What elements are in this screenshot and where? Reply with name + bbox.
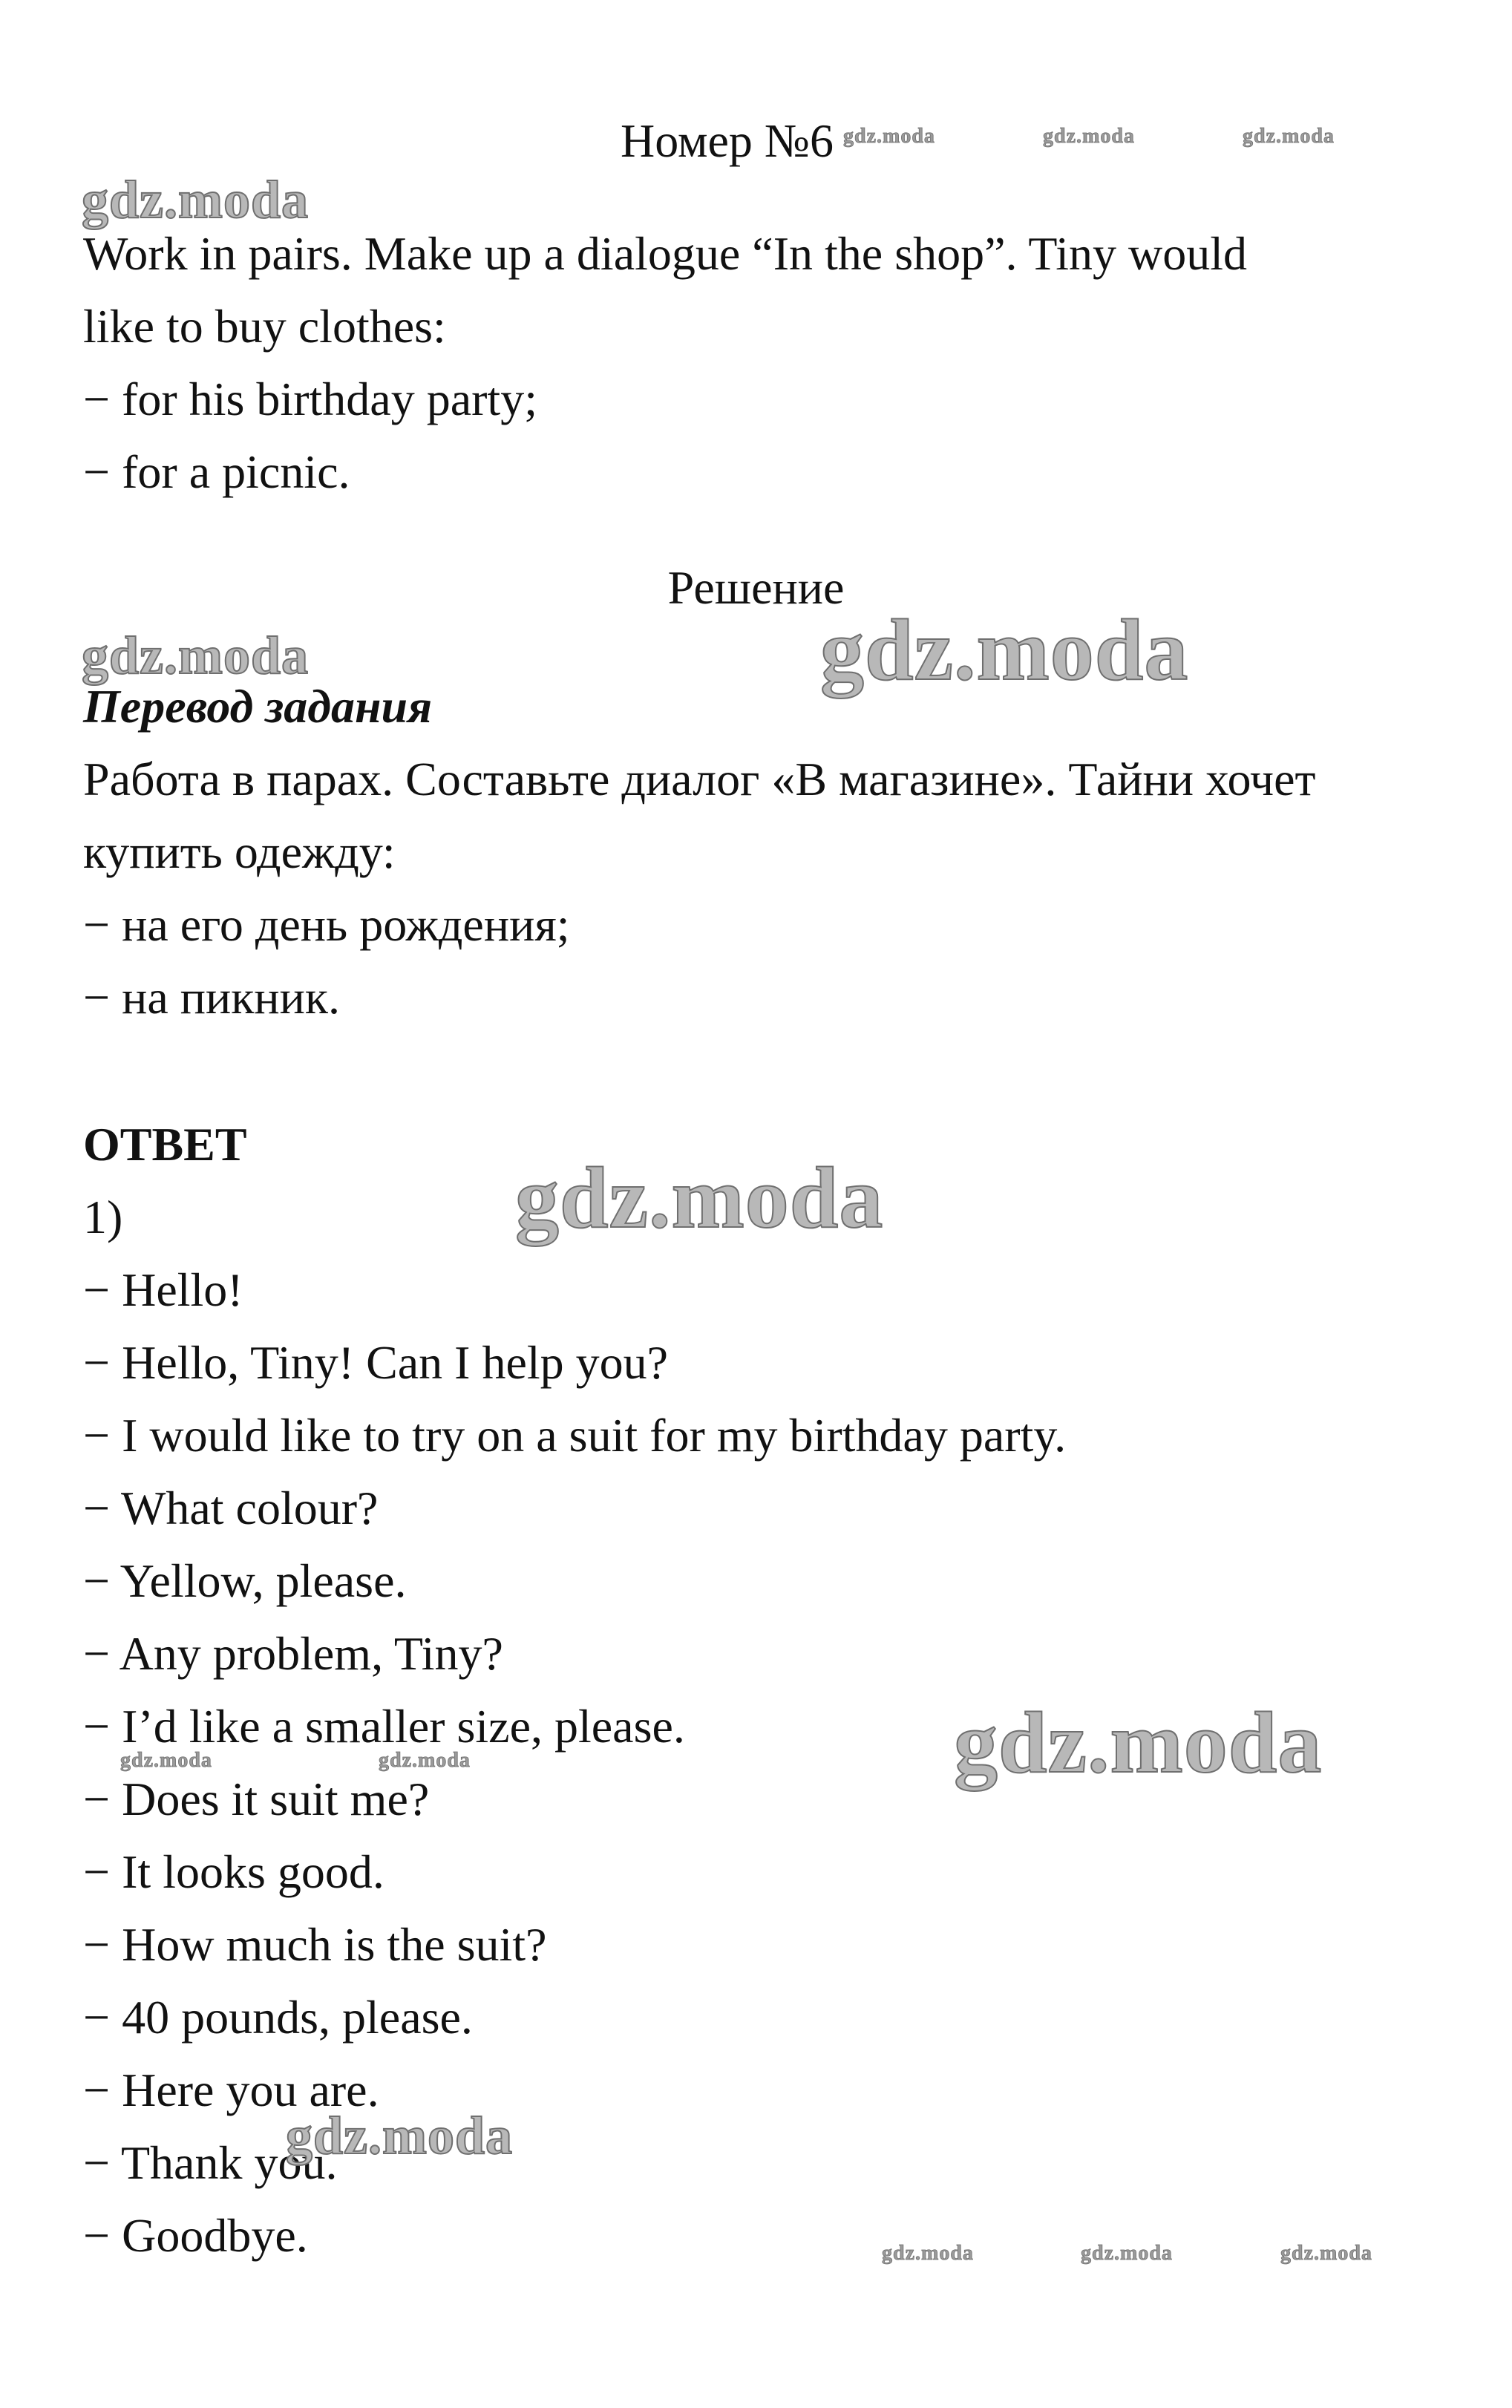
- watermark: gdz.moda: [379, 1749, 471, 1772]
- watermark: gdz.moda: [82, 170, 310, 229]
- dialogue-line: − Goodbye.: [83, 2209, 308, 2262]
- translation-heading: Перевод задания: [83, 680, 433, 733]
- dialogue-line: − Any problem, Tiny?: [83, 1627, 503, 1680]
- dialogue-line: − How much is the suit?: [83, 1918, 547, 1971]
- watermark: gdz.moda: [1280, 2242, 1372, 2265]
- page-title: Номер №6: [621, 114, 834, 167]
- dialogue-line: − I’d like a smaller size, please.: [83, 1700, 685, 1753]
- watermark: gdz.moda: [882, 2242, 974, 2265]
- watermark: gdz.moda: [820, 601, 1189, 698]
- translation-line: − на его день рождения;: [83, 898, 570, 951]
- dialogue-line: − Hello, Tiny! Can I help you?: [83, 1336, 669, 1389]
- translation-line: − на пикник.: [83, 971, 340, 1024]
- translation-line: купить одежду:: [83, 825, 396, 878]
- watermark: gdz.moda: [515, 1149, 884, 1246]
- dialogue-line: − Does it suit me?: [83, 1773, 430, 1825]
- watermark: gdz.moda: [82, 626, 310, 685]
- dialogue-line: − It looks good.: [83, 1845, 384, 1898]
- task-line: Work in pairs. Make up a dialogue “In the shop”. Tiny would: [83, 227, 1247, 280]
- dialogue-line: − Hello!: [83, 1263, 243, 1316]
- watermark: gdz.moda: [1081, 2242, 1173, 2265]
- dialogue-line: − Yellow, please.: [83, 1554, 407, 1607]
- dialogue-line: − What colour?: [83, 1482, 379, 1534]
- task-line: like to buy clothes:: [83, 300, 446, 353]
- answer-number: 1): [83, 1191, 123, 1243]
- watermark: gdz.moda: [1243, 125, 1335, 148]
- answer-heading: ОТВЕТ: [83, 1118, 247, 1171]
- watermark: gdz.moda: [120, 1749, 212, 1772]
- task-line: − for his birthday party;: [83, 373, 537, 425]
- dialogue-line: − Thank you.: [83, 2136, 338, 2189]
- dialogue-line: − I would like to try on a suit for my birthday party.: [83, 1409, 1067, 1462]
- task-line: − for a picnic.: [83, 445, 350, 498]
- watermark: gdz.moda: [954, 1694, 1323, 1791]
- watermark: gdz.moda: [1043, 125, 1135, 148]
- solution-heading: Решение: [667, 561, 845, 614]
- watermark: gdz.moda: [286, 2106, 514, 2165]
- watermark: gdz.moda: [843, 125, 935, 148]
- dialogue-line: − Here you are.: [83, 2064, 379, 2116]
- translation-line: Работа в парах. Составьте диалог «В магазине». Тайни хочет: [83, 753, 1316, 805]
- dialogue-line: − 40 pounds, please.: [83, 1991, 473, 2044]
